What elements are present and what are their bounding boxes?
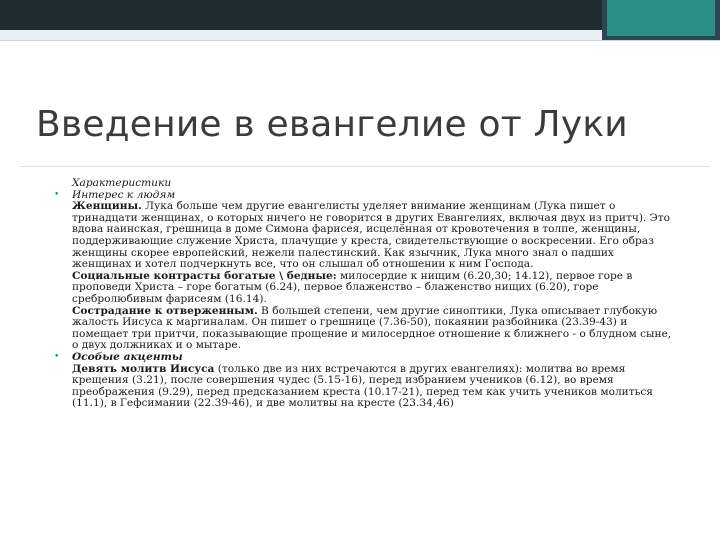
accents-heading: Особые акценты <box>72 350 183 363</box>
women-lead: Женщины. <box>72 200 142 213</box>
bullet-interest <box>54 190 674 202</box>
contrast-paragraph <box>54 271 674 306</box>
contrast-text: милосердие к нищим (6.20,30; 14.12), первое горе в проповеди Христа – горе богатым (6.24), первое блаженство – блаженство нищих (6.20), горе сребролюбивым фарисеям (16.14). <box>72 269 633 305</box>
accent-tab <box>602 0 720 40</box>
title-rule <box>20 166 710 167</box>
header-divider <box>0 40 720 41</box>
outcast-text: В большей степени, чем другие синоптики, Лука описывает глубокую жалость Иисуса к маргиналам. Он пишет о грешнице (7.36-50), покаянии разбойника (23.39-43) и помещает три притчи, показывающие прощение и милосердное отношение к ближнего - о блудном сыне, о двух должниках и о мытаре. <box>72 304 672 352</box>
prayers-text: (только две из них встречаются в других евангелиях): молитва во время крещения (3.21), после совершения чудес (5.15-16), перед избранием учеников (6.12), во время преображения (9.29), перед предсказанием креста (10.17-21), перед тем как учить учеников молиться (11.1), в Гефсимании (22.39-46), и две молитвы на кресте (23.34,46) <box>72 362 653 410</box>
outcast-lead: Сострадание к отверженным. <box>72 304 258 317</box>
accent-tab-fill <box>607 0 715 36</box>
prayers-lead: Девять молитв Иисуса <box>72 362 215 375</box>
women-text: Лука больше чем другие евангелисты уделяет внимание женщинам (Лука пишет о тринадцати женщинах, о которых ничего не говорится в других Евангелиях, включая двух из притч). Это вдова наинская, грешница в доме Симона фарисея, исцелённая от кровотечения в толпе, женщины, поддерживающие служение Христа, плачущие у креста, свидетельствующие о воскресении. Его образ женщины скорее европейский, нежели палестинский. Как язычник, Лука много знал о падших женщинах и хотел подчеркнуть все, что он слышал об отношении к ним Господа. <box>72 200 671 271</box>
outcast-paragraph <box>54 306 674 352</box>
women-paragraph <box>54 201 674 271</box>
contrast-lead: Социальные контрасты богатые \ бедные: <box>72 269 337 282</box>
slide-content <box>54 178 674 410</box>
slide-title: Введение в евангелие от Луки <box>36 104 628 145</box>
bullet-icon: • <box>54 351 60 362</box>
characteristics-heading: Характеристики <box>72 177 172 189</box>
bullet-icon: • <box>54 189 60 200</box>
interest-heading: Интерес к людям <box>72 188 176 201</box>
bullet-accents <box>54 352 674 364</box>
prayers-paragraph <box>54 364 674 410</box>
